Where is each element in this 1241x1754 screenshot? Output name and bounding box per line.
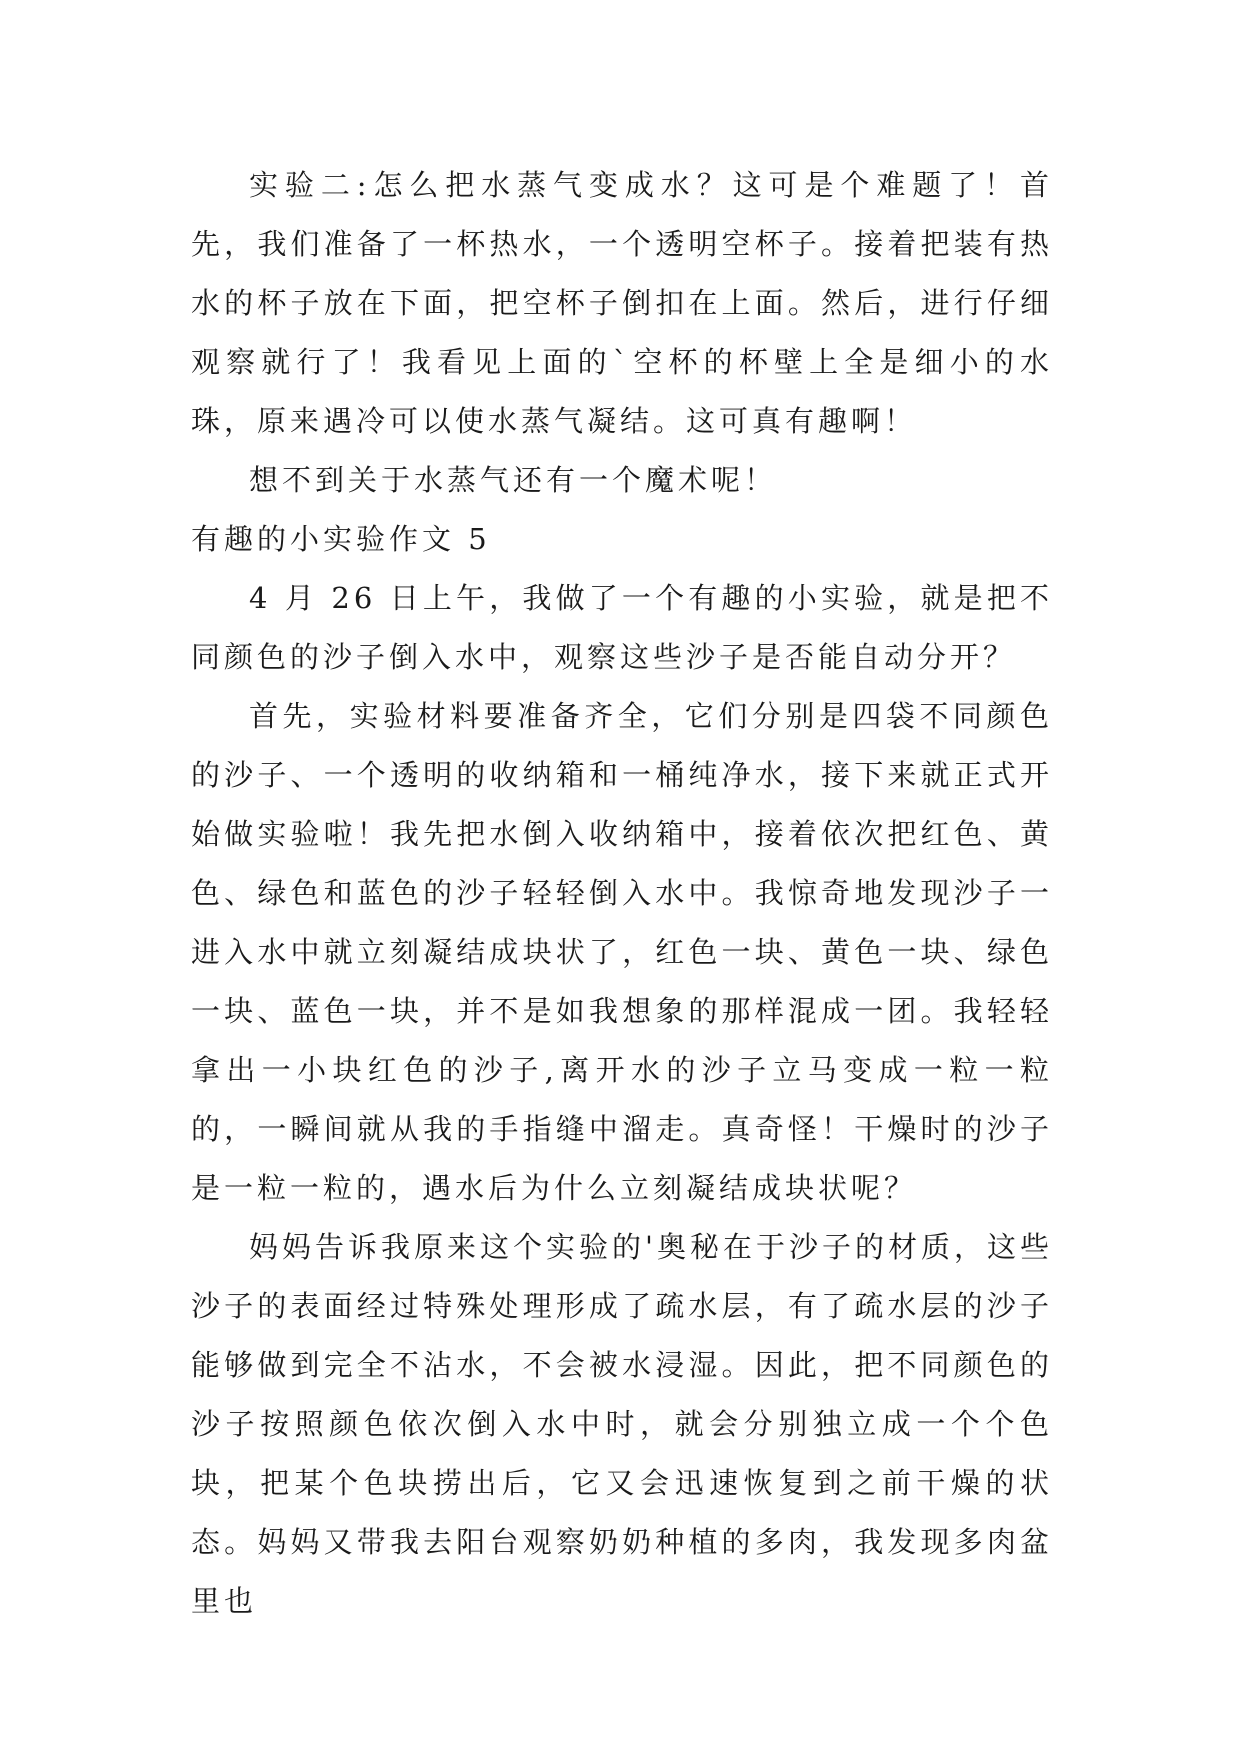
paragraph-intro: 4 月 26 日上午，我做了一个有趣的小实验，就是把不同颜色的沙子倒入水中，观察这些沙子是否能自动分开？ bbox=[191, 581, 1053, 674]
document-body bbox=[191, 156, 1053, 1631]
section-title: 有趣的小实验作文 5 bbox=[191, 522, 491, 556]
paragraph-procedure: 首先，实验材料要准备齐全，它们分别是四袋不同颜色的沙子、一个透明的收纳箱和一桶纯净水，接下来就正式开始做实验啦！我先把水倒入收纳箱中，接着依次把红色、黄色、绿色和蓝色的沙子轻轻倒入水中。我惊奇地发现沙子一进入水中就立刻凝结成块状了，红色一块、黄色一块、绿色一块、蓝色一块，并不是如我想象的那样混成一团。我轻轻拿出一小块红色的沙子,离开水的沙子立马变成一粒一粒的，一瞬间就从我的手指缝中溜走。真奇怪！干燥时的沙子是一粒一粒的，遇水后为什么立刻凝结成块状呢？ bbox=[191, 699, 1053, 1205]
paragraph-explanation: 妈妈告诉我原来这个实验的'奥秘在于沙子的材质，这些沙子的表面经过特殊处理形成了疏水层，有了疏水层的沙子能够做到完全不沾水，不会被水浸湿。因此，把不同颜色的沙子按照颜色依次倒入水中时，就会分别独立成一个个色块，把某个色块捞出后，它又会迅速恢复到之前干燥的状态。妈妈又带我去阳台观察奶奶种植的多肉，我发现多肉盆里也 bbox=[191, 1230, 1053, 1618]
paragraph-experiment-two: 实验二:怎么把水蒸气变成水？这可是个难题了！首先，我们准备了一杯热水，一个透明空杯子。接着把装有热水的杯子放在下面，把空杯子倒扣在上面。然后，进行仔细观察就行了！我看见上面的`空杯的杯壁上全是细小的水珠，原来遇冷可以使水蒸气凝结。这可真有趣啊！ bbox=[191, 168, 1053, 438]
paragraph-steam-magic: 想不到关于水蒸气还有一个魔术呢！ bbox=[249, 463, 778, 497]
